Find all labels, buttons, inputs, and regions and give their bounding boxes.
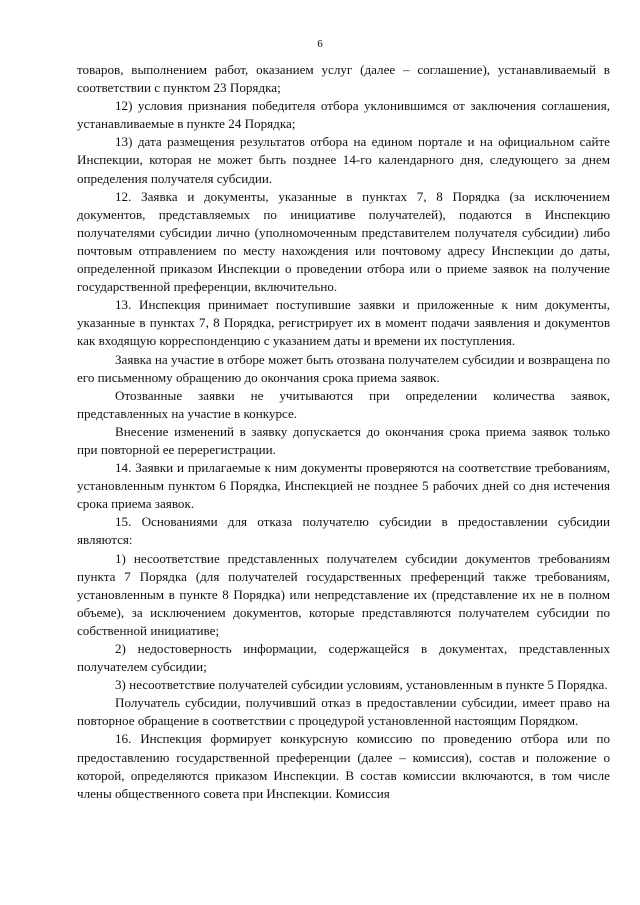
paragraph: Заявка на участие в отборе может быть отозвана получателем субсидии и возвращена по его письменному обращению до окончания срока приема заявок. [77, 351, 610, 385]
paragraph: 13) дата размещения результатов отбора на едином портале и на официальном сайте Инспекции, которая не может быть позднее 14-го календарного дня, следующего за днем определения получателя субсидии. [77, 134, 610, 186]
paragraph: 1) несоответствие представленных получателем субсидии документов требованиям пункта 7 Порядка (для получателей государственных преференций также требованиям, установленным в пункте 8 Порядка) или непредставление их (представление их не в полном объеме), за исключением документов, которые представляются получателем субсидии по собственной инициативе; [77, 550, 610, 638]
paragraph: 2) недостоверность информации, содержащейся в документах, представленных получателем субсидии; [77, 641, 610, 675]
paragraph: 12) условия признания победителя отбора уклонившимся от заключения соглашения, устанавливаемые в пункте 24 Порядка; [77, 98, 610, 132]
paragraph: Получатель субсидии, получивший отказ в предоставлении субсидии, имеет право на повторное обращение в соответствии с процедурой установленной настоящим Порядком. [77, 695, 610, 729]
paragraph: 14. Заявки и прилагаемые к ним документы проверяются на соответствие требованиям, установленным пунктом 6 Порядка, Инспекцией не позднее 5 рабочих дней со дня истечения срока приема заявок. [77, 460, 610, 512]
paragraph: 12. Заявка и документы, указанные в пунктах 7, 8 Порядка (за исключением документов, представляемых по инициативе получателей), подаются в Инспекцию получателями субсидии лично (уполномоченным представителем получателя субсидии) либо почтовым отправлением по месту нахождения или почтовому адресу Инспекции до даты, определенной приказом Инспекции о проведении отбора или о приеме заявок на получение государственной преференции, включительно. [77, 188, 610, 295]
paragraph: Внесение изменений в заявку допускается до окончания срока приема заявок только при повторной ее перерегистрации. [77, 423, 610, 457]
paragraph: товаров, выполнением работ, оказанием услуг (далее – соглашение), устанавливаемый в соответствии с пунктом 23 Порядка; [77, 62, 610, 96]
paragraph: 13. Инспекция принимает поступившие заявки и приложенные к ним документы, указанные в пунктах 7, 8 Порядка, регистрирует их в момент подачи заявления и документов как входящую корреспонденцию с указанием даты и времени их поступления. [77, 297, 610, 349]
paragraph: Отозванные заявки не учитываются при определении количества заявок, представленных на участие в конкурсе. [77, 387, 610, 421]
paragraph: 16. Инспекция формирует конкурсную комиссию по проведению отбора или по предоставлению государственной преференции (далее – комиссия), состав и положение о которой, определяются приказом Инспекции. В состав комиссии включаются, в том числе члены общественного совета при Инспекции. Комиссия [77, 731, 610, 801]
page-number: 6 [317, 38, 323, 50]
paragraph: 15. Основаниями для отказа получателю субсидии в предоставлении субсидии являются: [77, 514, 610, 548]
paragraph: 3) несоответствие получателей субсидии условиям, установленным в пункте 5 Порядка. [115, 677, 608, 693]
body-text [77, 61, 610, 803]
